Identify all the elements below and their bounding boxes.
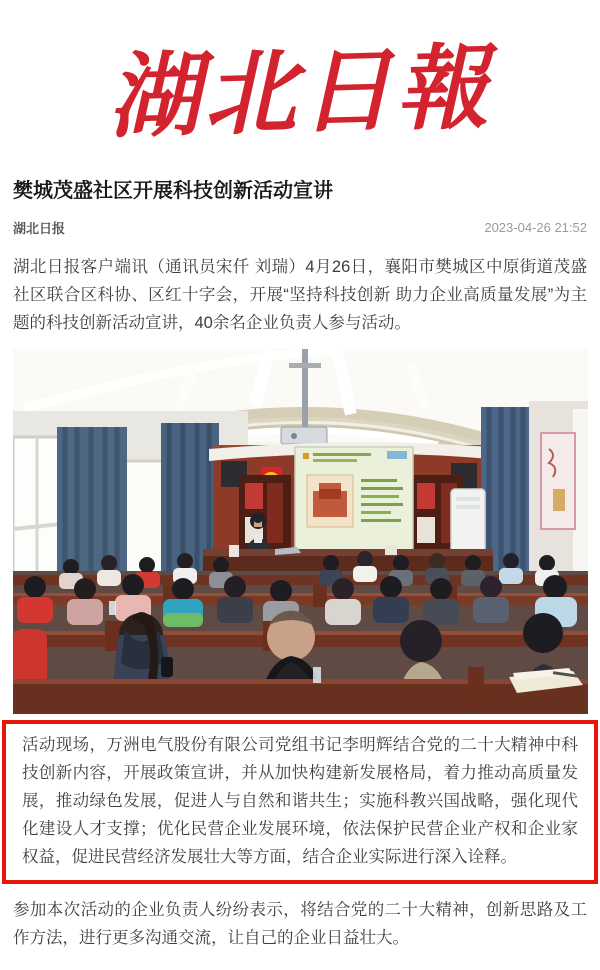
highlighted-annotation-box: [2, 720, 598, 884]
event-photo: [13, 349, 588, 714]
meeting-room-scene: [13, 349, 588, 714]
source-name: 湖北日报: [13, 221, 66, 236]
publish-datetime: 2023-04-26 21:52: [484, 220, 587, 235]
closing-paragraph: 参加本次活动的企业负责人纷纷表示，将结合党的二十大精神，创新思路及工作方法，进行更多沟通交流，让自己的企业日益壮大。: [13, 901, 587, 947]
hubei-daily-logo: 湖北日報: [106, 32, 494, 152]
article-meta: [13, 218, 587, 237]
lead-paragraph: 湖北日报客户端讯（通讯员宋仟 刘瑞）4月26日，襄阳市樊城区中原街道茂盛社区联合区科协、区红十字会，开展“坚持科技创新 助力企业高质量发展”为主题的科技创新活动宣讲，40余名企业负责人参与活动。: [13, 258, 587, 332]
projection-screen: [295, 447, 413, 557]
article-body: [0, 178, 600, 952]
masthead: [0, 0, 600, 168]
article-title: 樊城茂盛社区开展科技创新活动宣讲: [13, 180, 333, 202]
highlighted-paragraph: 活动现场，万洲电气股份有限公司党组书记李明辉结合党的二十大精神中科技创新内容，开展政策宣讲，并从加快构建新发展格局，着力推动高质量发展，推动绿色发展，促进人与自然和谐共生；实施科教兴国战略，强化现代化建设人才支撑；优化民营企业发展环境，依法保护民营企业产权和企业家权益，促进民营经济发展壮大等方面，结合企业实际进行深入诠释。: [22, 736, 578, 866]
